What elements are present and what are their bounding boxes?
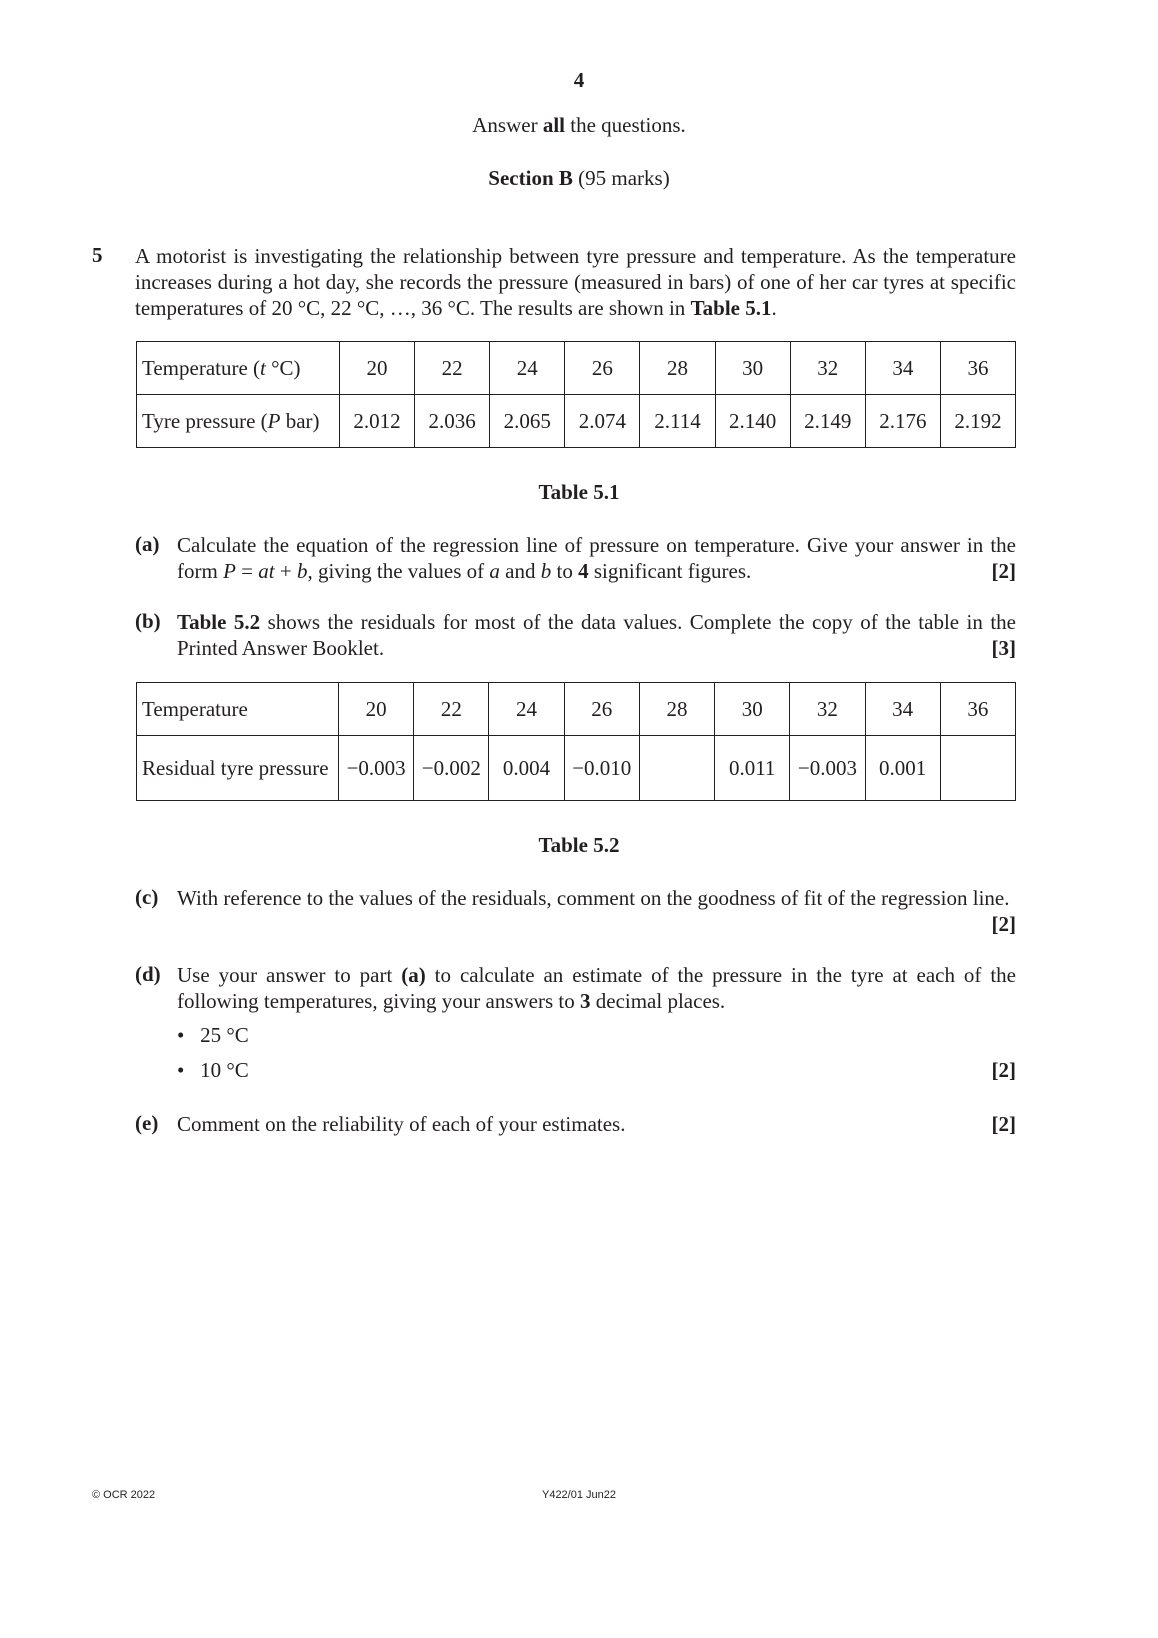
- t: , giving the values of: [307, 559, 490, 583]
- temperature-header: [137, 342, 340, 395]
- part-c-label: (c): [135, 885, 159, 909]
- t: With reference to the values of the residuals, comment on the goodness of fit of the regression line.: [177, 886, 1010, 910]
- residual-cell: −0.002: [414, 736, 489, 801]
- temperature-header: Temperature: [137, 683, 339, 736]
- temperature-cell: 28: [639, 683, 714, 736]
- t: significant figures.: [588, 559, 752, 583]
- temperature-cell: 34: [865, 342, 940, 395]
- t: b: [296, 559, 308, 583]
- part-c-marks: [2]: [991, 912, 1016, 936]
- bullet-text: 10 °C: [200, 1058, 249, 1082]
- temperature-cell: 32: [790, 683, 865, 736]
- part-b-label: (b): [135, 609, 161, 633]
- part-b-marks: [3]: [991, 636, 1016, 660]
- pressure-cell: 2.074: [565, 395, 640, 448]
- t: Use your answer to part: [177, 963, 402, 987]
- residual-cell: [940, 736, 1015, 801]
- table-5-2: [136, 682, 1016, 801]
- part-c-text: [177, 885, 1016, 937]
- t: (a): [401, 963, 426, 987]
- temperature-cell: 30: [715, 683, 790, 736]
- bullet-item: [177, 1058, 249, 1083]
- instruction-text: Answer: [472, 113, 543, 137]
- pressure-header: [137, 395, 340, 448]
- residual-header: Residual tyre pressure: [137, 736, 339, 801]
- temperature-cell: 28: [640, 342, 715, 395]
- temperature-cell: 20: [339, 683, 414, 736]
- part-e-marks: [2]: [991, 1112, 1016, 1136]
- temperature-cell: 30: [715, 342, 790, 395]
- temperature-cell: 24: [489, 683, 564, 736]
- t: to calculate an estimate of the pressure in the tyre at each of the following temperatures, giving your answers to: [177, 963, 1016, 1013]
- t: to: [551, 559, 579, 583]
- temperature-cell: 20: [340, 342, 415, 395]
- footer-paper-code: Y422/01 Jun22: [541, 1489, 616, 1501]
- part-b-text: [177, 609, 1016, 661]
- part-a-text: [177, 532, 1016, 584]
- residual-row: [137, 736, 1016, 801]
- section-title: Section B: [488, 166, 573, 190]
- residual-cell: 0.001: [865, 736, 940, 801]
- bullet-icon: •: [177, 1023, 201, 1047]
- intro-end: .: [771, 296, 777, 320]
- pressure-cell: 2.140: [715, 395, 790, 448]
- t: at: [258, 559, 275, 583]
- part-e-label: (e): [135, 1111, 159, 1135]
- residual-cell: 0.004: [489, 736, 564, 801]
- label-var: t: [260, 355, 266, 380]
- part-d-marks: [2]: [991, 1058, 1016, 1082]
- pressure-cell: 2.149: [790, 395, 865, 448]
- table-5-1: [136, 341, 1016, 448]
- part-e-text: [177, 1111, 1016, 1137]
- pressure-row: [137, 395, 1016, 448]
- temperature-cell: 26: [564, 683, 639, 736]
- bullet-text: 25 °C: [200, 1023, 249, 1047]
- section-marks: (95 marks): [572, 166, 670, 190]
- temperature-cell: 22: [415, 342, 490, 395]
- pressure-cell: 2.012: [340, 395, 415, 448]
- temperature-row: [137, 342, 1016, 395]
- pressure-cell: 2.176: [865, 395, 940, 448]
- bullet-item: [177, 1023, 249, 1048]
- footer-copyright: © OCR 2022: [92, 1489, 156, 1501]
- pressure-cell: 2.192: [940, 395, 1015, 448]
- temperature-cell: 32: [790, 342, 865, 395]
- part-d-text: [177, 962, 1016, 1014]
- pressure-cell: 2.036: [415, 395, 490, 448]
- temperature-cell: 36: [940, 683, 1015, 736]
- t: b: [540, 559, 552, 583]
- temperature-cell: 34: [865, 683, 940, 736]
- question-number: 5: [92, 243, 103, 267]
- pressure-cell: 2.114: [640, 395, 715, 448]
- label-var: P: [267, 408, 281, 433]
- label-text: Temperature (: [142, 355, 261, 380]
- t: 4: [578, 559, 589, 583]
- question-intro: [135, 243, 1016, 321]
- residual-cell: −0.003: [339, 736, 414, 801]
- table-5-1-caption: Table 5.1: [538, 480, 620, 504]
- instruction-text-end: the questions.: [565, 113, 686, 137]
- table-5-2-caption: Table 5.2: [538, 833, 620, 857]
- instruction: [0, 113, 1158, 138]
- temperature-cell: 26: [565, 342, 640, 395]
- temperature-cell: 22: [414, 683, 489, 736]
- part-d-label: (d): [135, 962, 161, 986]
- t: +: [274, 559, 297, 583]
- page-number: 4: [573, 68, 585, 92]
- label-text: Tyre pressure (: [142, 408, 268, 433]
- intro-text: A motorist is investigating the relationship between tyre pressure and temperature. As the temperature increases during a hot day, she records the pressure (measured in bars) of one of her car tyres at specific temperatures of 20 °C, 22 °C, …, 36 °C. The results are shown in: [135, 244, 1016, 320]
- t: Table 5.2: [177, 610, 261, 634]
- residual-cell: [639, 736, 714, 801]
- pressure-cell: 2.065: [490, 395, 565, 448]
- part-a-marks: [2]: [991, 559, 1016, 583]
- t: =: [235, 559, 259, 583]
- intro-table-ref: Table 5.1: [690, 296, 772, 320]
- t: and: [499, 559, 541, 583]
- section-heading: [0, 166, 1158, 191]
- residual-cell: 0.011: [715, 736, 790, 801]
- t: Calculate the equation of the regression line of pressure on temperature. Give your answer in the form: [177, 533, 1016, 583]
- t: P: [223, 559, 236, 583]
- t: shows the residuals for most of the data values. Complete the copy of the table in the Printed Answer Booklet.: [177, 610, 1016, 660]
- t: 3: [580, 989, 591, 1013]
- t: a: [489, 559, 500, 583]
- instruction-bold: all: [542, 113, 565, 137]
- label-unit: bar): [280, 408, 320, 433]
- temperature-cell: 36: [940, 342, 1015, 395]
- t: Comment on the reliability of each of your estimates.: [177, 1112, 626, 1136]
- part-a-label: (a): [135, 532, 160, 556]
- residual-cell: −0.010: [564, 736, 639, 801]
- temperature-cell: 24: [490, 342, 565, 395]
- residual-cell: −0.003: [790, 736, 865, 801]
- t: decimal places.: [590, 989, 726, 1013]
- bullet-icon: •: [177, 1058, 201, 1082]
- temperature-row: [137, 683, 1016, 736]
- label-unit: °C): [265, 355, 301, 380]
